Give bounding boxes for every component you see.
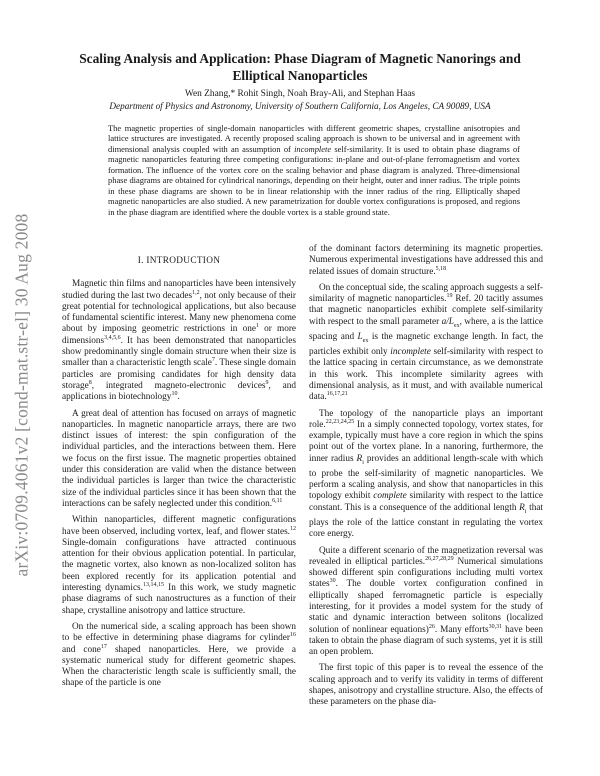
left-column xyxy=(62,256,296,695)
paragraph: The topology of the nanoparticle plays an important role.$^{22,23,24,25}$ In a simply connected topology, vortex states, for example, typically must have a core region in which the spins point out of the vortex plane. In a nanoring, furthermore, the inner radius $R_i$ provides an additional length-scale with which to probe the self-similarity of magnetic nanoparticles. We perform a scaling analysis, and show that nanoparticles in this topology exhibit complete similarity with respect to the lattice constant. This is a consequence of the additional length $R_i$ that plays the role of the lattice constant in regulating the vortex core energy. xyxy=(309,408,543,540)
paragraph: The first topic of this paper is to reveal the essence of the scaling approach and to verify its validity in terms of different shapes, anisotropy and crystalline structure. Also, the effects of these parameters on the phase dia- xyxy=(309,663,543,708)
authors: Wen Zhang,* Rohit Singh, Noah Bray-Ali, and Stephan Haas xyxy=(184,89,416,99)
paragraph: On the numerical side, a scaling approach has been shown to be effective in determining phase diagrams for cylinder$^{16}$ and cone$^{17}$ shaped nanoparticles. Here, we provide a systematic numerical study for different geometric shapes. When the characteristic length scale is sufficiently small, the shape of the particle is one xyxy=(62,621,296,689)
affiliation: Department of Physics and Astronomy, University of Southern California, Los Angeles, CA 90089, USA xyxy=(109,101,491,111)
abstract: The magnetic properties of single-domain nanoparticles with different geometric shapes, crystalline anisotropies and lattice structures are investigated. A recently proposed scaling approach is shown to be universal and in agreement with dimensional analysis coupled with an assumption of incomplete self-similarity. It is used to obtain phase diagrams of magnetic nanoparticles featuring three competing configurations: in-plane and out-of-plane ferromagnetism and vortex formation. The influence of the vortex core on the scaling behavior and phase diagram is analyzed. Three-dimensional phase diagrams are obtained for cylindrical nanorings, depending on their height, outer and inner radius. The triple points in these phase diagrams are shown to be in linear relationship with the inner radius of the ring. Elliptically shaped magnetic nanoparticles are also studied. A new parametrization for double vortex configurations is proposed, and regions in the phase diagram are identified where the double vortex is a stable ground state. xyxy=(108,123,520,217)
paragraph: Magnetic thin films and nanoparticles have been intensively studied during the last two decades$^{1,2}$, not only because of their great potential for technological applications, but also because of fundamental scientific interest. Many new phenomena come about by imposing geometric restrictions in one$^1$ or more dimensions$^{3,4,5,6}$. It has been demonstrated that nanoparticles show predominantly single domain structure when their size is smaller than a characteristic length scale$^7$. These single domain particles are promising candidates for high density data storage$^8$, integrated magneto-electronic devices$^9$, and applications in biotechnology$^{10}$. xyxy=(62,279,297,403)
paper-title: Scaling Analysis and Application: Phase Diagram of Magnetic Nanorings and Elliptical Nanoparticles xyxy=(79,51,521,83)
paragraph: of the dominant factors determining its magnetic properties. Numerous experimental investigations have addressed this and related issues of domain structure.$^{5,18}$ xyxy=(309,244,543,277)
section-heading: I. INTRODUCTION xyxy=(137,256,221,266)
paragraph: On the conceptual side, the scaling approach suggests a self-similarity of magnetic nanoparticles.$^{19}$ Ref. 20 tacitly assumes that magnetic nanoparticles exhibit complete self-similarity with respect to the small parameter $a/L_{ex}$, where, a is the lattice spacing and $L_{ex}$ is the magnetic exchange length. In fact, the particles exhibit only incomplete self-similarity with respect to the lattice spacing in certain circumstance, as we demonstrate in this work. This incomplete similarity agrees with dimensional analysis, as it must, and with available numerical data.$^{16,17,21}$ xyxy=(309,282,543,403)
paragraph: Quite a different scenario of the magnetization reversal was revealed in elliptical particles.$^{26,27,28,29}$ Numerical simulations showed different spin configurations including multi vortex states$^{30}$. The double vortex configuration confined in elliptically shaped ferromagnetic particle is especially interesting, for it provides a model system for the study of static and dynamic interaction between solitons (localized solution of nonlinear equations)$^{26}$. Many efforts$^{30,31}$ have been taken to obtain the phase diagram of such systems, yet it is still an open problem. xyxy=(309,545,543,658)
right-column xyxy=(309,244,543,714)
arxiv-watermark xyxy=(8,195,36,595)
arxiv-id: arXiv:0709.4061v2 [cond-mat.str-el] 30 Aug 2008 xyxy=(11,213,32,577)
paragraph: Within nanoparticles, different magnetic configurations have been observed, including vortex, leaf, and flower states.$^{12}$ Single-domain configurations have attracted continuous attention for their obvious application potential. In particular, the magnetic vortex, also known as non-localized soliton has been explored recently for its application potential and interesting dynamics.$^{13,14,15}$ In this work, we study magnetic phase diagrams of such nanostructures as a function of their shape, crystalline anisotropy and lattice structure. xyxy=(62,515,297,616)
paragraph: A great deal of attention has focused on arrays of magnetic nanoparticles. In magnetic nanoparticle arrays, there are two distinct issues of interest: the spin configuration of the individual particles, and the interactions between them. Here we focus on the first issue. The magnetic properties obtained under this consideration are valid when the distance between the individual particles is larger than twice the characteristic size of the individual particles since it has been shown that the interactions can be safely neglected under this condition.$^{6,11}$ xyxy=(62,408,296,509)
